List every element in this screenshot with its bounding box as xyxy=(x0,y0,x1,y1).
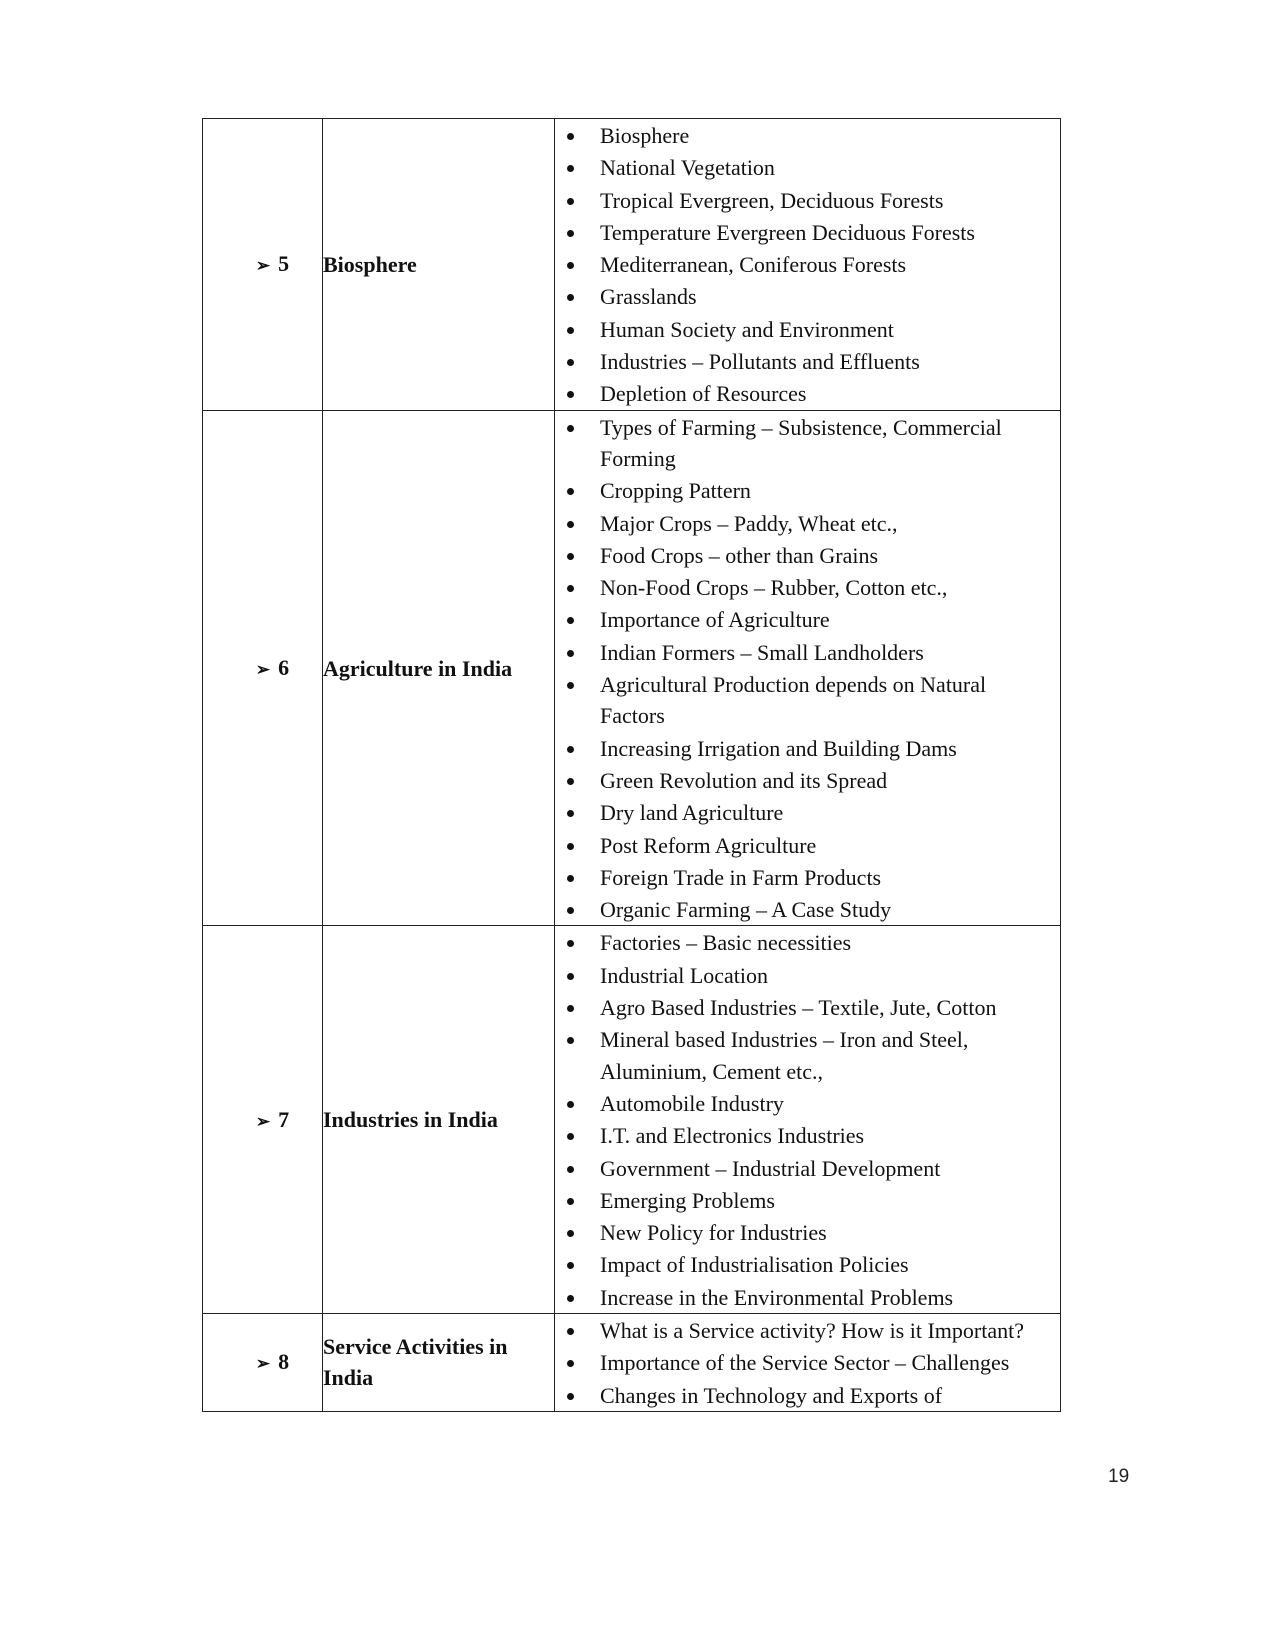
topic-item xyxy=(555,1153,1060,1184)
topic-text: Tropical Evergreen, Deciduous Forests xyxy=(600,187,944,213)
unit-number: 6 xyxy=(278,655,290,681)
topic-text: Green Revolution and its Spread xyxy=(600,767,888,793)
bullet-icon xyxy=(567,521,574,528)
topic-text: Food Crops – other than Grains xyxy=(600,542,879,568)
bullet-icon xyxy=(567,1101,574,1108)
topic-item xyxy=(555,1185,1060,1216)
unit-row xyxy=(203,410,1061,926)
topic-item xyxy=(555,249,1060,280)
bullet-icon xyxy=(567,907,574,914)
bullet-icon xyxy=(567,1166,574,1173)
topic-item xyxy=(555,1380,1060,1411)
topic-text: Major Crops – Paddy, Wheat etc., xyxy=(600,510,898,536)
bullet-icon xyxy=(567,746,574,753)
bullet-icon xyxy=(567,1328,574,1335)
topic-item xyxy=(555,797,1060,828)
topic-item xyxy=(555,765,1060,796)
unit-number-cell xyxy=(203,119,323,411)
topic-item xyxy=(555,281,1060,312)
topic-item xyxy=(555,733,1060,764)
topic-item xyxy=(555,1217,1060,1248)
bullet-icon xyxy=(567,198,574,205)
topic-item xyxy=(555,152,1060,183)
bullet-icon xyxy=(567,553,574,560)
topic-text: Indian Formers – Small Landholders xyxy=(600,639,924,665)
unit-number: 7 xyxy=(278,1106,290,1132)
topic-item xyxy=(555,120,1060,151)
arrow-bullet-icon: ➢ xyxy=(255,1111,271,1131)
bullet-icon xyxy=(567,1198,574,1205)
topic-text: Grasslands xyxy=(600,284,697,310)
bullet-icon xyxy=(567,294,574,301)
syllabus-table xyxy=(202,118,1061,1412)
arrow-bullet-icon: ➢ xyxy=(255,256,271,276)
topic-text: National Vegetation xyxy=(600,155,775,181)
topic-text: Changes in Technology and Exports of xyxy=(600,1382,943,1408)
bullet-icon xyxy=(567,778,574,785)
topic-item xyxy=(555,217,1060,248)
topic-text: Automobile Industry xyxy=(600,1090,784,1116)
bullet-icon xyxy=(567,650,574,657)
topic-item xyxy=(555,378,1060,409)
topic-text: Increasing Irrigation and Building Dams xyxy=(600,735,957,761)
topic-text: Mediterranean, Coniferous Forests xyxy=(600,252,907,278)
topic-text: Agricultural Production depends on Natural Factors xyxy=(600,672,987,729)
bullet-icon xyxy=(567,617,574,624)
topic-text: Types of Farming – Subsistence, Commercial Forming xyxy=(600,414,1002,471)
unit-title: Industries in India xyxy=(323,926,555,1314)
topic-text: Emerging Problems xyxy=(600,1187,775,1213)
bullet-icon xyxy=(567,1393,574,1400)
topic-item xyxy=(555,1249,1060,1280)
topic-text: Cropping Pattern xyxy=(600,478,751,504)
topic-item xyxy=(555,475,1060,506)
bullet-icon xyxy=(567,1037,574,1044)
topic-item xyxy=(555,508,1060,539)
topic-item xyxy=(555,1282,1060,1313)
unit-row xyxy=(203,119,1061,411)
topic-text: Temperature Evergreen Deciduous Forests xyxy=(600,219,975,245)
bullet-icon xyxy=(567,391,574,398)
topic-item xyxy=(555,894,1060,925)
bullet-icon xyxy=(567,165,574,172)
topic-item xyxy=(555,1347,1060,1378)
unit-title: Agriculture in India xyxy=(323,410,555,926)
topic-text: Agro Based Industries – Textile, Jute, Cotton xyxy=(600,995,997,1021)
topic-text: Organic Farming – A Case Study xyxy=(600,897,892,923)
topic-list xyxy=(555,927,1060,1313)
topic-text: Factories – Basic necessities xyxy=(600,930,852,956)
topic-item xyxy=(555,185,1060,216)
topic-text: Increase in the Environmental Problems xyxy=(600,1284,954,1310)
bullet-icon xyxy=(567,973,574,980)
topic-list xyxy=(555,120,1060,410)
unit-topics-cell xyxy=(555,119,1061,411)
topic-text: Importance of the Service Sector – Challenges xyxy=(600,1350,1010,1376)
bullet-icon xyxy=(567,230,574,237)
bullet-icon xyxy=(567,843,574,850)
topic-item xyxy=(555,346,1060,377)
unit-topics-cell xyxy=(555,1313,1061,1411)
bullet-icon xyxy=(567,585,574,592)
topic-text: Biosphere xyxy=(600,123,690,148)
topic-text: Non-Food Crops – Rubber, Cotton etc., xyxy=(600,575,948,601)
bullet-icon xyxy=(567,262,574,269)
topic-text: Post Reform Agriculture xyxy=(600,832,817,858)
arrow-bullet-icon: ➢ xyxy=(255,1354,271,1374)
unit-number-cell xyxy=(203,410,323,926)
bullet-icon xyxy=(567,940,574,947)
topic-text: Foreign Trade in Farm Products xyxy=(600,864,882,890)
bullet-icon xyxy=(567,1230,574,1237)
topic-text: Depletion of Resources xyxy=(600,381,807,407)
topic-text: Dry land Agriculture xyxy=(600,800,784,826)
unit-row xyxy=(203,926,1061,1314)
topic-text: Impact of Industrialisation Policies xyxy=(600,1252,909,1278)
unit-title: Service Activities in India xyxy=(323,1313,555,1411)
topic-item xyxy=(555,1024,1060,1087)
unit-number: 8 xyxy=(278,1349,290,1375)
arrow-bullet-icon: ➢ xyxy=(255,660,271,680)
topic-text: Mineral based Industries – Iron and Steel, Aluminium, Cement etc., xyxy=(600,1027,969,1084)
topic-item xyxy=(555,992,1060,1023)
unit-number-cell xyxy=(203,926,323,1314)
topic-text: Industrial Location xyxy=(600,962,769,988)
topic-item xyxy=(555,1088,1060,1119)
topic-item xyxy=(555,830,1060,861)
topic-text: New Policy for Industries xyxy=(600,1220,827,1246)
topic-list xyxy=(555,1315,1060,1411)
bullet-icon xyxy=(567,1360,574,1367)
bullet-icon xyxy=(567,425,574,432)
bullet-icon xyxy=(567,133,574,140)
topic-item xyxy=(555,1315,1060,1346)
unit-number: 5 xyxy=(278,251,290,277)
topic-item xyxy=(555,314,1060,345)
topic-text: What is a Service activity? How is it Important? xyxy=(600,1317,1024,1343)
topic-item xyxy=(555,540,1060,571)
topic-text: I.T. and Electronics Industries xyxy=(600,1123,865,1149)
topic-item xyxy=(555,412,1060,475)
topic-text: Importance of Agriculture xyxy=(600,607,830,633)
page-number: 19 xyxy=(1108,1466,1130,1487)
unit-row xyxy=(203,1313,1061,1411)
topic-list xyxy=(555,412,1060,926)
topic-item xyxy=(555,927,1060,958)
topic-item xyxy=(555,669,1060,732)
topic-item xyxy=(555,862,1060,893)
topic-text: Government – Industrial Development xyxy=(600,1155,941,1181)
topic-item xyxy=(555,1120,1060,1151)
topic-item xyxy=(555,637,1060,668)
bullet-icon xyxy=(567,1262,574,1269)
bullet-icon xyxy=(567,359,574,366)
topic-text: Industries – Pollutants and Effluents xyxy=(600,349,920,375)
bullet-icon xyxy=(567,875,574,882)
bullet-icon xyxy=(567,1133,574,1140)
unit-title: Biosphere xyxy=(323,119,555,411)
unit-number-cell xyxy=(203,1313,323,1411)
topic-item xyxy=(555,572,1060,603)
bullet-icon xyxy=(567,1295,574,1302)
topic-item xyxy=(555,960,1060,991)
topic-item xyxy=(555,604,1060,635)
bullet-icon xyxy=(567,810,574,817)
unit-topics-cell xyxy=(555,926,1061,1314)
bullet-icon xyxy=(567,1005,574,1012)
bullet-icon xyxy=(567,327,574,334)
topic-text: Human Society and Environment xyxy=(600,316,894,342)
bullet-icon xyxy=(567,488,574,495)
unit-topics-cell xyxy=(555,410,1061,926)
bullet-icon xyxy=(567,682,574,689)
